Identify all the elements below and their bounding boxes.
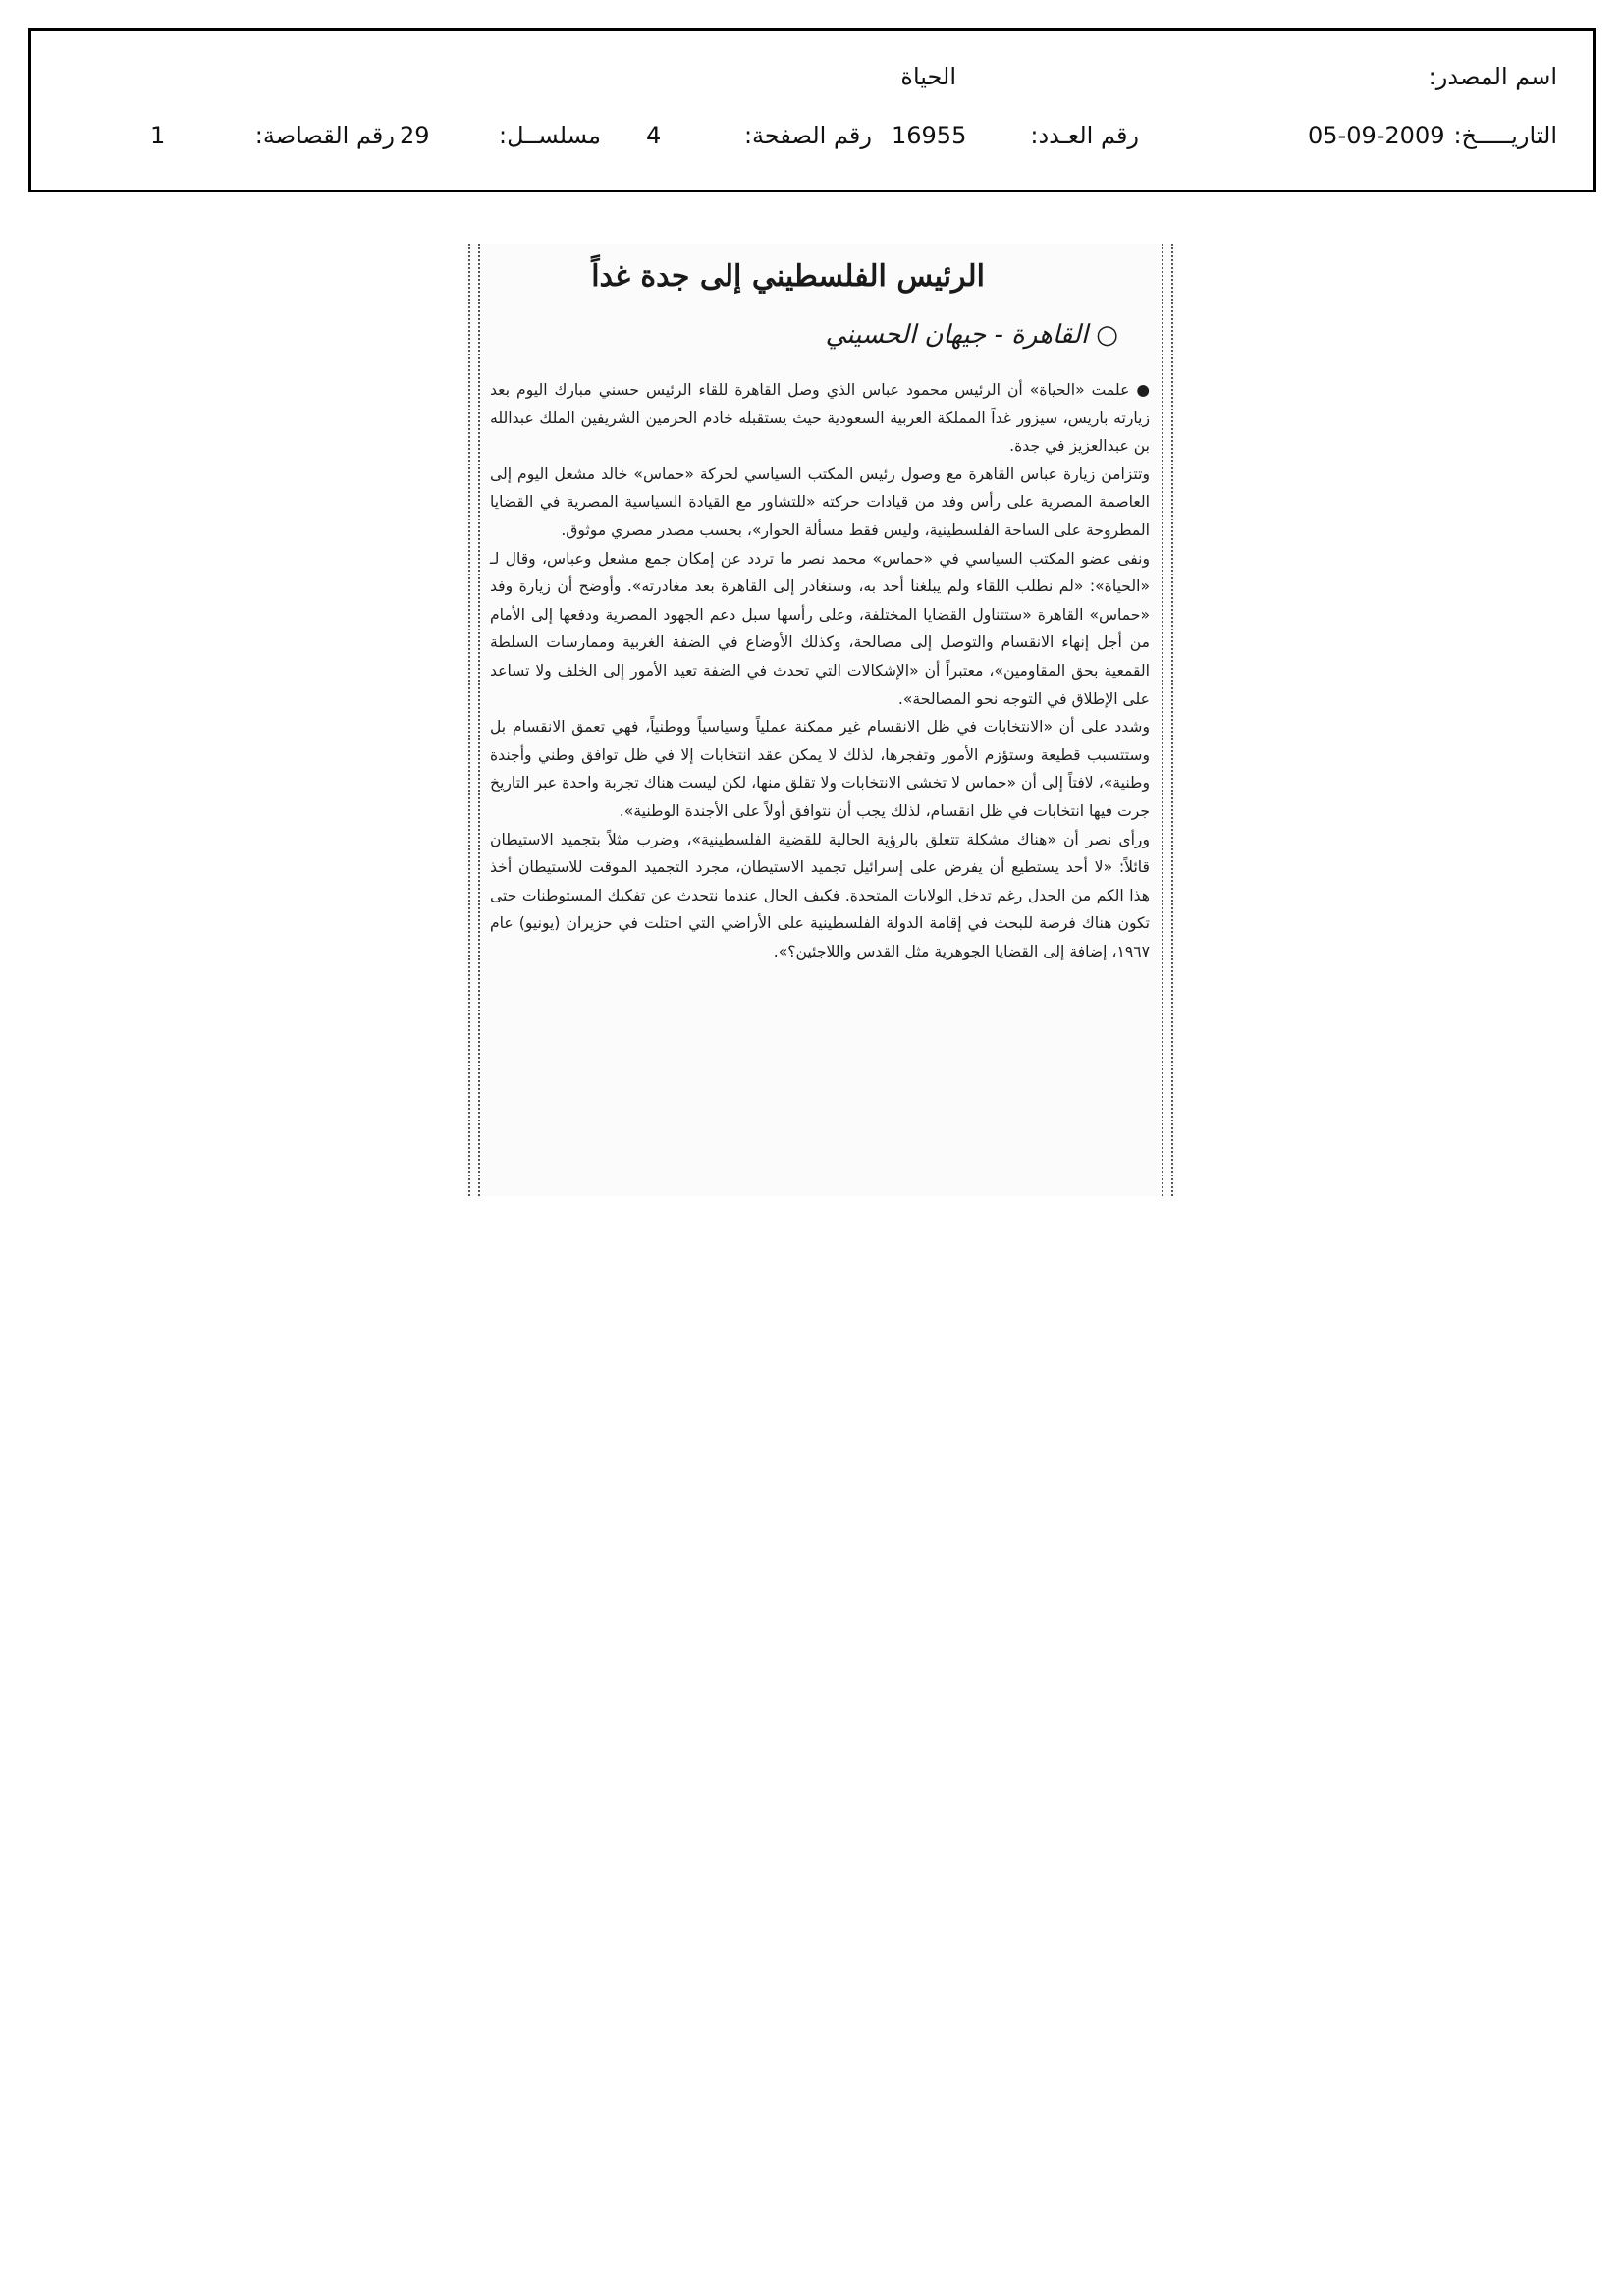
article-paragraph: ● علمت «الحياة» أن الرئيس محمود عباس الذي وصل القاهرة للقاء الرئيس حسني مبارك اليوم بعد زيارته باريس، سيزور غداً المملكة العربية السعودية حيث يستقبله خادم الحرمين الشريفين الملك عبدالله بن عبدالعزيز في جدة.	[490, 381, 1150, 456]
article-paragraph: ونفى عضو المكتب السياسي في «حماس» محمد نصر ما تردد عن إمكان جمع مشعل وعباس، وقال لـ «الحياة»: «لم نطلب اللقاء ولم يبلغنا أحد به، وسنغادر إلى القاهرة بعد مغادرته». وأوضح أن زيارة وفد «حماس» القاهرة «ستتناول القضايا المختلفة، وعلى رأسها سبل دعم الجهود المصرية ودفعها إلى الأمام من أجل إنهاء الانقسام والتوصل إلى مصالحة، وكذلك الأوضاع في الضفة الغربية وممارسات السلطة القمعية بحق المقاومين»، معتبراً أن «الإشكالات التي تحدث في الضفة تعيد الأمور إلى الخلف ولا تساعد على الإطلاق في التوجه نحو المصالحة».	[490, 549, 1150, 708]
article-byline: ○ القاهرة - جيهان الحسيني	[825, 320, 1118, 350]
page-value: 4	[646, 122, 662, 149]
clipping-left-border	[468, 244, 480, 1196]
article-headline: الرئيس الفلسطيني إلى جدة غداً	[591, 259, 985, 294]
page-label: رقم الصفحة:	[743, 122, 872, 149]
issue-value: 16955	[892, 122, 967, 149]
source-label: اسم المصدر:	[1428, 63, 1557, 90]
clip-number-label: رقم القصاصة:	[254, 122, 395, 149]
article-body	[490, 376, 1150, 965]
article-paragraph: وشدد على أن «الانتخابات في ظل الانقسام غير ممكنة عملياً وسياسياً ووطنياً، فهي تعمق الانقسام بل وستتسبب قطيعة وستؤزم الأمور وتفجرها، لذلك لا يمكن عقد انتخابات إلا في ظل توافق وطني وأجندة وطنية»، لافتاً إلى أن «حماس لا تخشى الانتخابات ولا تقلق منها، لكن ليست هناك تجربة واحدة عبر التاريخ جرت فيها انتخابات في ظل انقسام، لذلك يجب أن نتوافق أولاً على الأجندة الوطنية».	[490, 718, 1150, 820]
serial-value: 29	[400, 122, 430, 149]
clip-number-value: 1	[150, 122, 166, 149]
article-paragraph: وتتزامن زيارة عباس القاهرة مع وصول رئيس المكتب السياسي لحركة «حماس» خالد مشعل اليوم إلى العاصمة المصرية على رأس وفد من قيادات حركته «للتشاور مع القيادة السياسية المصرية في القضايا المطروحة على الساحة الفلسطينية، وليس فقط مسألة الحوار»، بحسب مصدر مصري موثوق.	[490, 465, 1150, 539]
newspaper-clipping	[464, 244, 1177, 1196]
issue-label: رقم العـدد:	[1030, 122, 1139, 149]
source-value: الحياة	[900, 63, 956, 90]
clipping-right-border	[1162, 244, 1173, 1196]
metadata-header-box	[28, 28, 1596, 192]
serial-label: مسلســل:	[499, 122, 601, 149]
date-value: 05-09-2009	[1308, 122, 1445, 149]
article-paragraph: ورأى نصر أن «هناك مشكلة تتعلق بالرؤية الحالية للقضية الفلسطينية»، وضرب مثلاً بتجميد الاستيطان قائلاً: «لا أحد يستطيع أن يفرض على إسرائيل تجميد الاستيطان، مجرد التجميد الموقت للاستيطان أخذ هذا الكم من الجدل رغم تدخل الولايات المتحدة. فكيف الحال عندما نتحدث عن تفكيك المستوطنات حتى تكون هناك فرصة للبحث في إقامة الدولة الفلسطينية على الأراضي التي احتلت في حزيران (يونيو) عام ١٩٦٧، إضافة إلى القضايا الجوهرية مثل القدس واللاجئين؟».	[490, 830, 1150, 960]
date-label: التاريـــــخ:	[1453, 122, 1557, 149]
